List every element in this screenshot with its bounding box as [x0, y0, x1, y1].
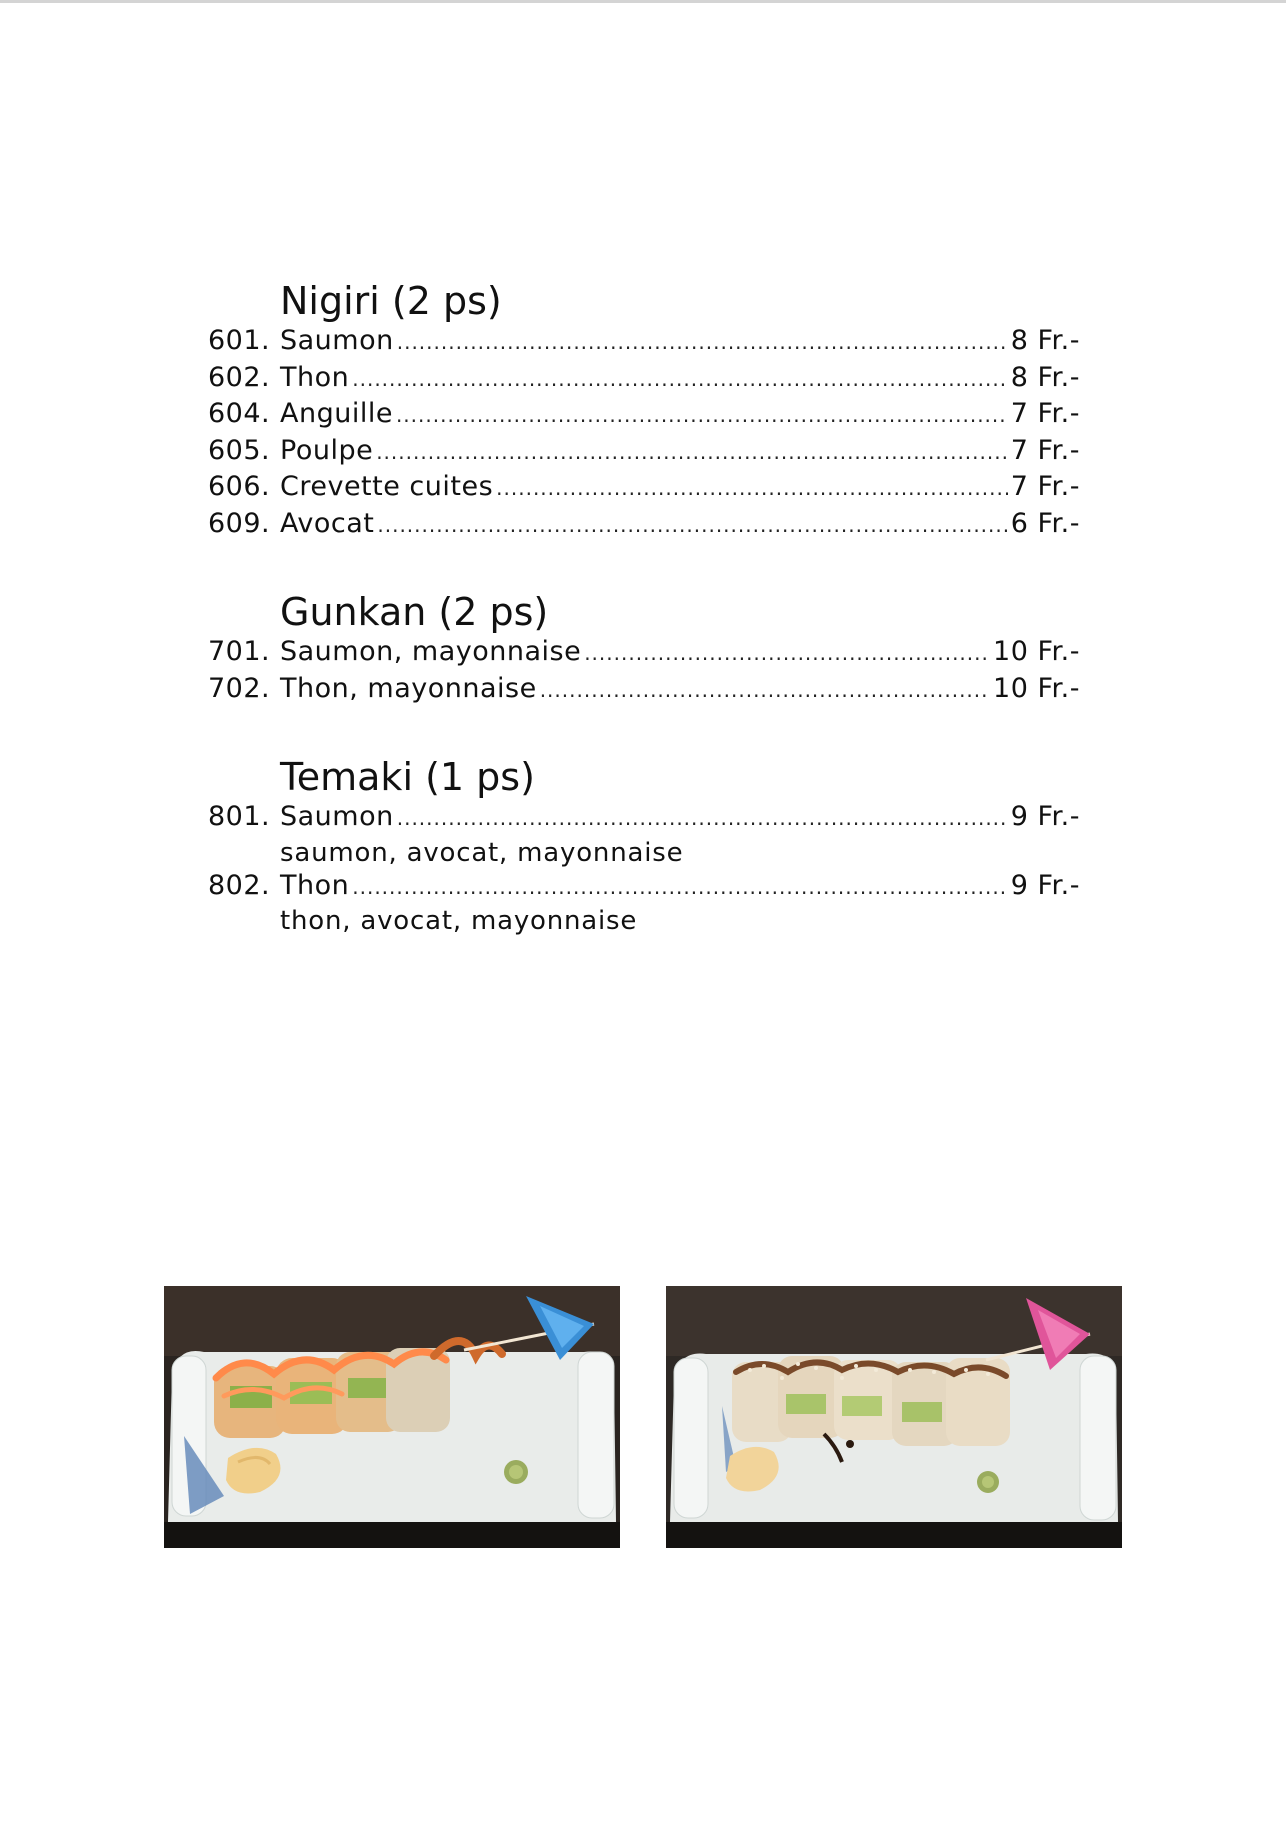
item-name: Crevette cuites — [280, 471, 494, 502]
menu-item — [208, 673, 1080, 710]
dot-leader — [397, 330, 1008, 354]
item-name: Avocat — [280, 507, 375, 539]
item-price: 7 Fr.- — [1010, 398, 1080, 429]
item-price: 8 Fr.- — [1010, 361, 1080, 393]
menu-item — [208, 398, 1080, 435]
item-number: 606. — [208, 471, 271, 502]
item-number: 601. — [208, 325, 271, 356]
sushi-plate-image — [164, 1286, 620, 1548]
item-price: 9 Fr.- — [1010, 801, 1080, 832]
item-name: Poulpe — [280, 434, 374, 466]
dot-leader — [352, 367, 1007, 391]
dot-leader — [352, 875, 1007, 899]
item-name: Thon — [280, 361, 350, 393]
menu-item — [208, 870, 1080, 939]
item-price: 6 Fr.- — [1010, 507, 1080, 539]
menu-item — [208, 636, 1080, 673]
item-price: 7 Fr.- — [1010, 434, 1080, 466]
sushi-photo — [164, 1286, 620, 1548]
section-title: Gunkan (2 ps) — [280, 590, 549, 634]
menu-item — [208, 362, 1080, 399]
item-price: 8 Fr.- — [1010, 325, 1080, 356]
menu-item — [208, 508, 1080, 545]
item-description: thon, avocat, mayonnaise — [280, 906, 638, 936]
item-number: 802. — [208, 869, 271, 901]
dot-leader — [496, 476, 1008, 500]
menu-list — [208, 277, 1080, 982]
item-price: 7 Fr.- — [1010, 471, 1080, 502]
item-description: saumon, avocat, mayonnaise — [280, 837, 684, 868]
dot-leader — [376, 440, 1008, 464]
item-price: 10 Fr.- — [993, 672, 1080, 704]
section-title: Temaki (1 ps) — [280, 755, 535, 799]
item-number: 701. — [208, 636, 271, 667]
menu-item — [208, 471, 1080, 508]
dot-leader — [377, 513, 1007, 537]
item-number: 702. — [208, 672, 271, 704]
dot-leader — [584, 641, 990, 665]
dot-leader — [540, 678, 990, 702]
item-number: 602. — [208, 361, 271, 393]
sushi-photo — [666, 1286, 1122, 1548]
item-name: Saumon — [280, 325, 394, 356]
dot-leader — [397, 806, 1008, 830]
item-price: 9 Fr.- — [1010, 869, 1080, 901]
menu-item — [208, 435, 1080, 472]
item-name: Thon, mayonnaise — [280, 672, 537, 704]
photo-row — [0, 1286, 1286, 1548]
item-number: 801. — [208, 801, 271, 832]
section-temaki — [208, 753, 1080, 938]
item-name: Saumon, mayonnaise — [280, 636, 582, 667]
item-price: 10 Fr.- — [993, 636, 1080, 667]
item-name: Saumon — [280, 801, 394, 832]
item-number: 605. — [208, 434, 271, 466]
section-nigiri — [208, 277, 1080, 544]
menu-item — [208, 325, 1080, 362]
item-name: Anguille — [280, 398, 393, 429]
section-gunkan — [208, 588, 1080, 709]
menu-item — [208, 801, 1080, 870]
item-name: Thon — [280, 869, 350, 901]
dot-leader — [396, 403, 1008, 427]
sushi-plate-image — [666, 1286, 1122, 1548]
item-number: 604. — [208, 398, 271, 429]
page-top-border — [0, 0, 1286, 3]
section-title: Nigiri (2 ps) — [280, 279, 502, 323]
item-number: 609. — [208, 507, 271, 539]
